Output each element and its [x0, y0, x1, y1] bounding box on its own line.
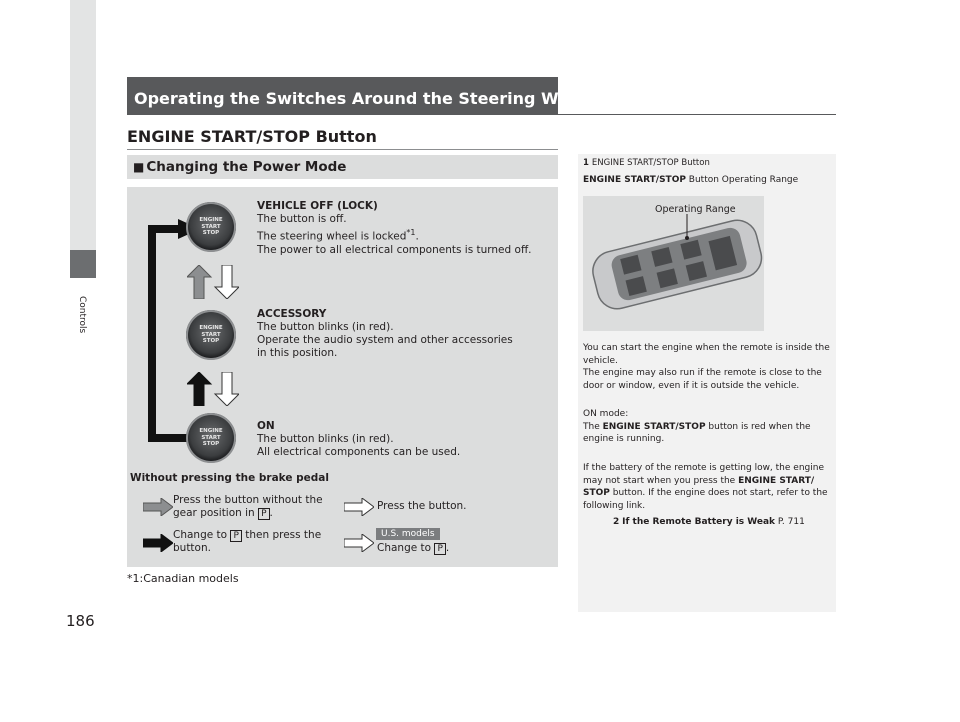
legend-item-1: Press the button without the gear position in P . — [173, 494, 323, 519]
page-number: 186 — [66, 612, 95, 630]
link-page: P. 711 — [775, 517, 805, 527]
side-rail-tab — [70, 250, 96, 278]
reference-icon: 1 — [583, 158, 589, 168]
arrow-white-icon — [344, 498, 374, 516]
side-rail — [70, 0, 96, 250]
section-rule — [127, 149, 558, 150]
arrow-down-icon — [215, 265, 239, 299]
engine-button-accessory-icon: ENGINE START STOP — [186, 310, 236, 360]
gear-p-key: P — [258, 508, 269, 520]
footnote: *1:Canadian models — [127, 572, 239, 585]
note-range-caption: ENGINE START/STOP Button Operating Range — [583, 175, 799, 185]
rail-label: Controls — [77, 296, 87, 334]
subsection-title — [133, 159, 346, 175]
mode-on-label: ON The button blinks (in red). All electrical components can be used. — [257, 420, 461, 458]
cycle-bracket — [148, 229, 156, 439]
engine-button-on-icon: ENGINE START STOP — [186, 413, 236, 463]
mode-accessory-label: ACCESSORY The button blinks (in red). Operate the audio system and other accessories in this position. — [257, 308, 513, 359]
arrow-black-outline-icon — [143, 498, 173, 516]
cycle-bracket-bottom — [148, 434, 188, 442]
mode-off-label: VEHICLE OFF (LOCK) The button is off. The steering wheel is locked$^{*1}$. The power to all electrical components is turned off. — [257, 200, 532, 256]
legend-item-4: Change to P . — [377, 542, 450, 554]
subsection-title-text: Changing the Power Mode — [146, 159, 347, 175]
arrow-down-icon — [215, 372, 239, 406]
gear-p-key: P — [434, 543, 445, 555]
note-paragraph-2: The engine may also run if the remote is close to the door or window, even if it is outside the vehicle. — [583, 368, 822, 391]
link-text[interactable]: If the Remote Battery is Weak — [622, 517, 776, 527]
note-title: 1 ENGINE START/STOP Button — [583, 158, 710, 168]
subsection-marker: ■ — [133, 160, 145, 174]
legend-caption: Without pressing the brake pedal — [130, 472, 329, 484]
page-title: Operating the Switches Around the Steering Wheel — [134, 89, 598, 108]
arrow-up-icon — [187, 265, 211, 299]
operating-range-label: Operating Range — [655, 204, 736, 215]
legend-item-3: Change to P then press the button. — [173, 529, 322, 554]
section-title: ENGINE START/STOP Button — [127, 127, 377, 146]
engine-button-off-icon: ENGINE START STOP — [186, 202, 236, 252]
note-paragraph-3: ON mode: The ENGINE START/STOP button is red when the engine is running. — [583, 409, 811, 444]
header-rule — [558, 114, 836, 115]
operating-range-figure — [583, 196, 764, 331]
vehicle-top-view-icon — [583, 196, 764, 331]
arrow-black-icon — [143, 534, 173, 552]
us-models-badge: U.S. models — [376, 528, 440, 540]
gear-p-key: P — [230, 530, 241, 542]
arrow-up-icon — [187, 372, 211, 406]
arrow-white-icon — [344, 534, 374, 552]
note-paragraph-1: You can start the engine when the remote is inside the vehicle. — [583, 343, 830, 366]
note-paragraph-4: If the battery of the remote is getting low, the engine may not start when you press the ENGINE START/ STOP button. If the engine does not start, refer to the following link. — [583, 463, 828, 511]
legend-item-2: Press the button. — [377, 500, 467, 512]
note-link[interactable] — [613, 516, 833, 529]
link-arrow-icon: 2 — [613, 517, 620, 527]
mode-transition-arrows-1 — [187, 265, 239, 299]
mode-transition-arrows-2 — [187, 372, 239, 406]
